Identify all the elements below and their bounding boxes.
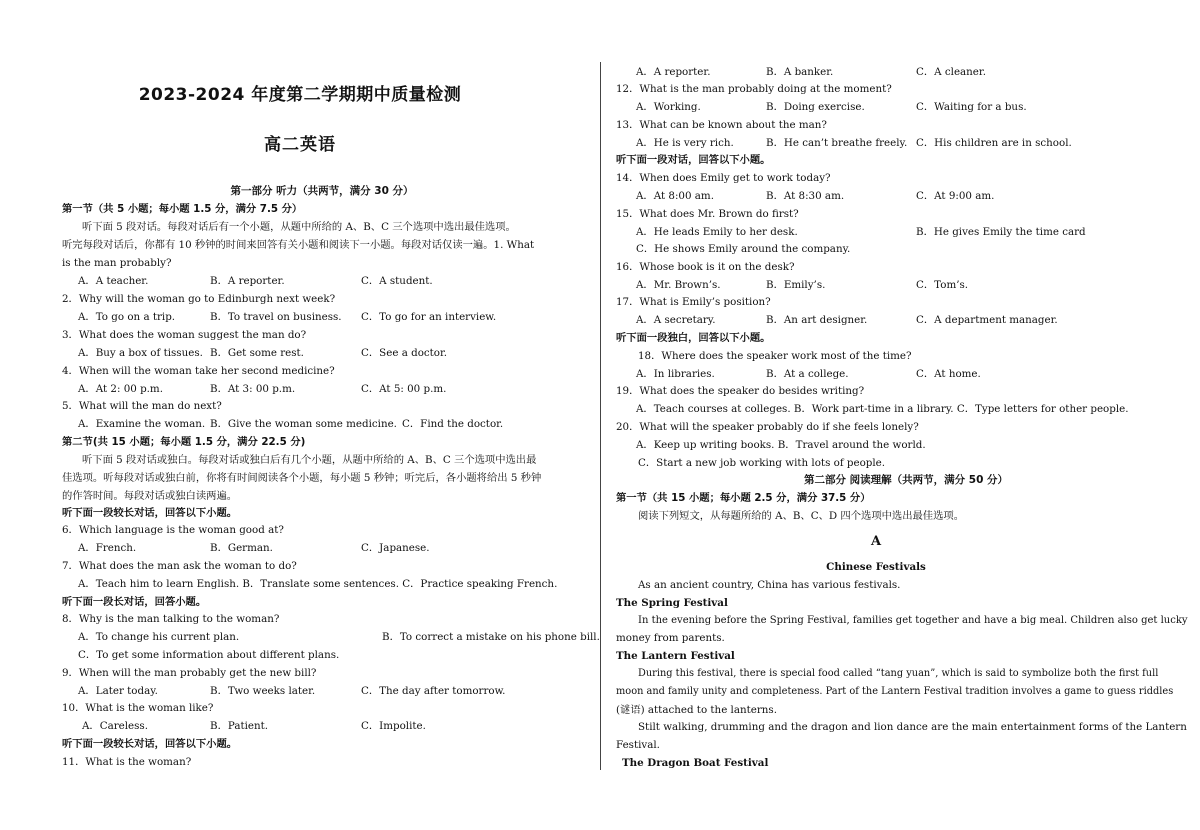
reading-section1-heading: 第一节（共 15 小题；每小题 2.5 分，满分 37.5 分） <box>616 492 871 504</box>
option-b: B．Emily’s. <box>766 279 826 291</box>
option-a: A．To change his current plan. <box>78 631 240 643</box>
option-a: A．He is very rich. <box>636 137 734 149</box>
option-a: A．Examine the woman. <box>78 418 206 430</box>
reading-instruction: 阅读下列短文，从每题所给的 A、B、C、D 四个选项中选出最佳选项。 <box>638 510 964 522</box>
option-a: A．Careless. <box>82 720 148 732</box>
option-c: C．See a doctor. <box>361 347 448 359</box>
option-a: A．At 8:00 am. <box>636 190 714 202</box>
option-c: C．At 5: 00 p.m. <box>361 383 447 395</box>
question-stem: 8．Why is the man talking to the woman? <box>62 613 280 625</box>
part2-heading: 第二部分 阅读理解（共两节，满分 50 分） <box>803 474 1009 486</box>
festival-heading: The Dragon Boat Festival <box>622 757 769 769</box>
question-stem: 7．What does the man ask the woman to do? <box>62 560 297 572</box>
passage-paragraph: As an ancient country, China has various festivals. <box>638 579 901 591</box>
listening-direction: 听下面一段长对话，回答小题。 <box>62 596 207 608</box>
section2-heading: 第二节(共 15 小题；每小题 1.5 分，满分 22.5 分) <box>62 436 306 448</box>
passage-paragraph: money from parents. <box>616 632 725 644</box>
option-b: B．To correct a mistake on his phone bill. <box>382 631 600 643</box>
section2-instruction: 听下面 5 段对话或独白。每段对话或独白后有几个小题，从题中所给的 A、B、C 三个选项中选出最 <box>82 454 537 466</box>
question-stem: 11．What is the woman? <box>62 756 192 768</box>
passage-paragraph: (谜语) attached to the lanterns. <box>616 704 777 716</box>
option-a: A．At 2: 00 p.m. <box>78 383 163 395</box>
question-stem: 12．What is the man probably doing at the moment? <box>616 83 892 95</box>
option-a: A．A teacher. <box>78 275 149 287</box>
exam-title: 2023-2024 年度第二学期期中质量检测 <box>138 85 462 105</box>
section1-heading: 第一节（共 5 小题；每小题 1.5 分，满分 7.5 分） <box>62 203 303 215</box>
options-line: A．Keep up writing books. B．Travel around the world. <box>636 439 926 451</box>
festival-heading: The Lantern Festival <box>616 650 735 662</box>
question-stem: 16．Whose book is it on the desk? <box>616 261 795 273</box>
passage-paragraph: Festival. <box>616 739 660 751</box>
option-b: B．Give the woman some medicine. <box>210 418 397 430</box>
passage-paragraph: moon and family unity and completeness. Part of the Lantern Festival tradition involves a game to guess riddles <box>616 686 1174 697</box>
option-b: B．A banker. <box>766 66 834 78</box>
section2-instruction: 佳选项。听每段对话或独白前，你将有时间阅读各个小题，每小题 5 秒钟；听完后，各小题将给出 5 秒钟 <box>62 472 542 484</box>
question-stem: 4．When will the woman take her second medicine? <box>62 365 335 377</box>
option-a: A．In libraries. <box>636 368 715 380</box>
option-b: B．Doing exercise. <box>766 101 865 113</box>
option-a: A．Mr. Brown’s. <box>636 279 721 291</box>
passage-paragraph: During this festival, there is special food called “tang yuan”, which is said to symbolize both the first full <box>638 668 1159 679</box>
option-c: C．Impolite. <box>361 720 426 732</box>
option-c: C．The day after tomorrow. <box>361 685 506 697</box>
question-stem: 2．Why will the woman go to Edinburgh next week? <box>62 293 336 305</box>
option-c: C．A department manager. <box>916 314 1058 326</box>
option-b: B．He gives Emily the time card <box>916 226 1086 238</box>
listening-direction: 听下面一段较长对话，回答以下小题。 <box>62 507 238 519</box>
option-a: A．Later today. <box>78 685 158 697</box>
question-stem: 14．When does Emily get to work today? <box>616 172 831 184</box>
option-a: A．Working. <box>636 101 701 113</box>
option-b: B．Get some rest. <box>210 347 304 359</box>
option-c: C．To go for an interview. <box>361 311 497 323</box>
question-stem: 17．What is Emily’s position? <box>616 296 771 308</box>
option-b: B．To travel on business. <box>210 311 342 323</box>
question-stem: 15．What does Mr. Brown do first? <box>616 208 799 220</box>
question-stem: 19．What does the speaker do besides writing? <box>616 385 865 397</box>
option-c: C．His children are in school. <box>916 137 1072 149</box>
option-b: B．At a college. <box>766 368 849 380</box>
option-b: B．German. <box>210 542 273 554</box>
option-c: C．Japanese. <box>361 542 430 554</box>
section1-instruction: 听完每段对话后，你都有 10 秒钟的时间来回答有关小题和阅读下一小题。每段对话仅读一遍。1. What <box>62 239 535 251</box>
question-stem: 3．What does the woman suggest the man do? <box>62 329 307 341</box>
option-b: B．An art designer. <box>766 314 868 326</box>
question-stem: 10．What is the woman like? <box>62 702 214 714</box>
part1-heading: 第一部分 听力（共两节，满分 30 分） <box>230 185 414 197</box>
option-a: A．A reporter. <box>636 66 711 78</box>
option-a: A．French. <box>78 542 137 554</box>
option-c: C．To get some information about different plans. <box>78 649 340 661</box>
column-divider <box>600 62 601 770</box>
question-stem: 5．What will the man do next? <box>62 400 222 412</box>
option-b: B．At 8:30 am. <box>766 190 845 202</box>
option-a: A．A secretary. <box>636 314 716 326</box>
question-stem: 20．What will the speaker probably do if she feels lonely? <box>616 421 919 433</box>
option-c: C．Start a new job working with lots of people. <box>638 457 886 469</box>
option-b: B．Patient. <box>210 720 269 732</box>
option-c: C．Waiting for a bus. <box>916 101 1027 113</box>
question-stem: 9．When will the man probably get the new bill? <box>62 667 317 679</box>
option-b: B．A reporter. <box>210 275 285 287</box>
festival-heading: The Spring Festival <box>616 597 728 609</box>
option-c: C．A cleaner. <box>916 66 986 78</box>
question-stem: 18．Where does the speaker work most of the time? <box>638 350 912 362</box>
option-c: C．At 9:00 am. <box>916 190 995 202</box>
option-b: B．Two weeks later. <box>210 685 316 697</box>
option-c: C．A student. <box>361 275 433 287</box>
option-c: C．He shows Emily around the company. <box>636 243 851 255</box>
section2-instruction: 的作答时间。每段对话或独白读两遍。 <box>62 490 238 502</box>
option-c: C．Find the doctor. <box>402 418 504 430</box>
option-a: A．He leads Emily to her desk. <box>636 226 798 238</box>
option-a: A．To go on a trip. <box>78 311 176 323</box>
option-c: C．Tom’s. <box>916 279 969 291</box>
listening-direction: 听下面一段对话，回答以下小题。 <box>616 154 771 166</box>
question-stem: 13．What can be known about the man? <box>616 119 827 131</box>
options-line: A．Teach him to learn English. B．Translate some sentences. C．Practice speaking French. <box>78 578 558 590</box>
question-stem: is the man probably? <box>62 257 172 269</box>
passage-paragraph: In the evening before the Spring Festival, families get together and have a big meal. Children also get lucky <box>638 615 1188 626</box>
listening-direction: 听下面一段独白，回答以下小题。 <box>616 332 771 344</box>
section1-instruction: 听下面 5 段对话。每段对话后有一个小题，从题中所给的 A、B、C 三个选项中选出最佳选项。 <box>82 221 516 233</box>
question-stem: 6．Which language is the woman good at? <box>62 524 284 536</box>
passage-letter: A <box>870 534 882 549</box>
option-b: B．He can’t breathe freely. <box>766 137 908 149</box>
listening-direction: 听下面一段较长对话，回答以下小题。 <box>62 738 238 750</box>
option-a: A．Buy a box of tissues. <box>78 347 203 359</box>
option-b: B．At 3: 00 p.m. <box>210 383 296 395</box>
options-line: A．Teach courses at colleges. B．Work part-time in a library. C．Type letters for other people. <box>636 403 1129 415</box>
passage-title: Chinese Festivals <box>826 561 926 573</box>
option-c: C．At home. <box>916 368 981 380</box>
passage-paragraph: Stilt walking, drumming and the dragon and lion dance are the main entertainment forms of the Lantern <box>638 721 1187 733</box>
exam-subject: 高二英语 <box>264 135 336 155</box>
